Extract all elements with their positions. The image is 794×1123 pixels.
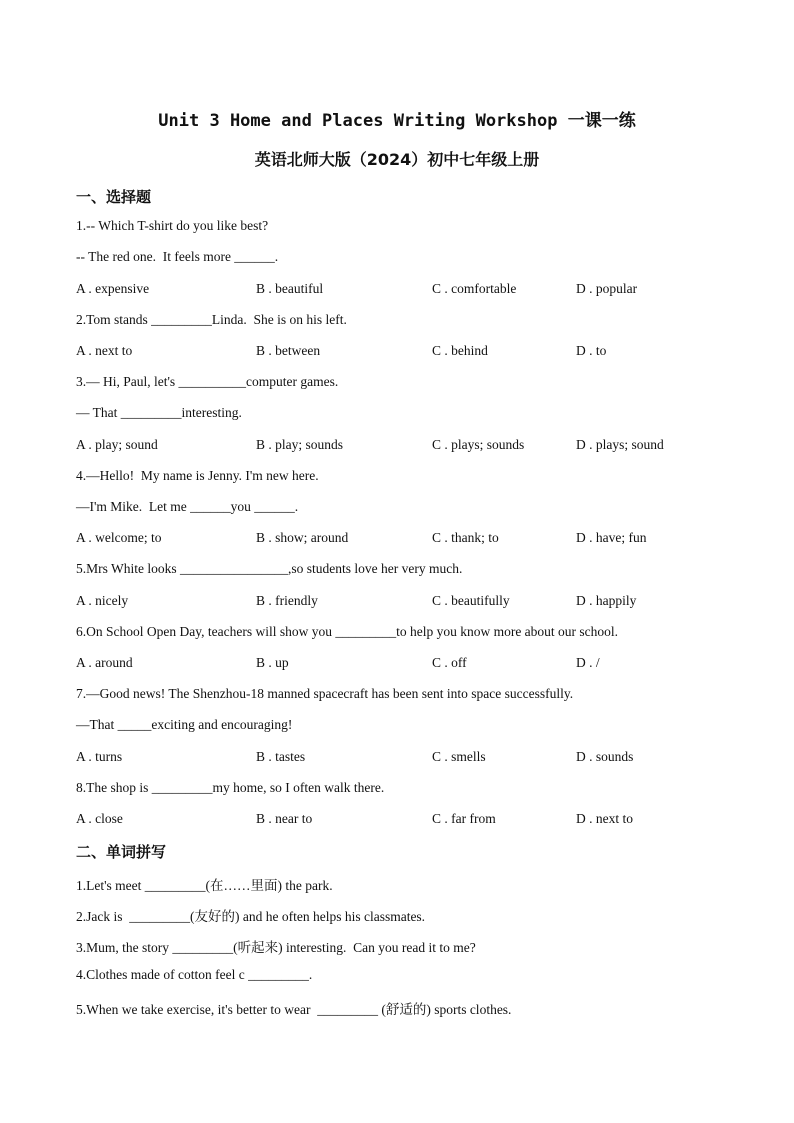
question-1-option-a: A . expensive — [76, 281, 150, 296]
question-2-option-b: B . between — [256, 343, 321, 358]
question-5-line-1: 5.Mrs White looks ________________,so students love her very much. — [76, 561, 463, 576]
question-7-line-1: 7.—Good news! The Shenzhou-18 manned spacecraft has been sent into space successfully. — [76, 686, 574, 701]
question-4-line-2: —I'm Mike. Let me ______you ______. — [76, 499, 299, 514]
question-4-option-a: A . welcome; to — [76, 530, 162, 545]
spelling-item-4: 4.Clothes made of cotton feel c _________. — [76, 967, 313, 982]
document-subtitle: 英语北师大版（2024）初中七年级上册 — [254, 150, 540, 169]
question-5-option-d: D . happily — [576, 593, 637, 608]
question-3-option-d: D . plays; sound — [576, 437, 664, 452]
question-2-line-1: 2.Tom stands _________Linda. She is on his left. — [76, 312, 347, 327]
question-8-option-c: C . far from — [432, 811, 496, 826]
question-2-option-d: D . to — [576, 343, 607, 358]
question-3-option-a: A . play; sound — [76, 437, 158, 452]
question-5-option-b: B . friendly — [256, 593, 318, 608]
document-title: Unit 3 Home and Places Writing Workshop 一课一练 — [158, 111, 636, 131]
question-2-option-c: C . behind — [432, 343, 488, 358]
question-6-option-d: D . / — [576, 655, 600, 670]
question-6-option-b: B . up — [256, 655, 289, 670]
question-7-option-d: D . sounds — [576, 749, 634, 764]
question-1-line-2: -- The red one. It feels more ______. — [76, 249, 279, 264]
question-3-line-1: 3.— Hi, Paul, let's __________computer games. — [76, 374, 339, 389]
question-3-option-b: B . play; sounds — [256, 437, 344, 452]
question-6-line-1: 6.On School Open Day, teachers will show you _________to help you know more about our school. — [76, 624, 619, 639]
question-7-line-2: —That _____exciting and encouraging! — [76, 717, 293, 732]
question-7-option-b: B . tastes — [256, 749, 306, 764]
spelling-item-1: 1.Let's meet _________(在……里面) the park. — [76, 878, 333, 893]
question-6-option-a: A . around — [76, 655, 133, 670]
question-7-option-a: A . turns — [76, 749, 123, 764]
question-3-option-c: C . plays; sounds — [432, 437, 525, 452]
spelling-item-3: 3.Mum, the story _________(听起来) interesting. Can you read it to me? — [76, 940, 476, 955]
question-4-option-d: D . have; fun — [576, 530, 647, 545]
question-2-option-a: A . next to — [76, 343, 133, 358]
question-5-option-c: C . beautifully — [432, 593, 510, 608]
question-5-option-a: A . nicely — [76, 593, 129, 608]
question-4-option-c: C . thank; to — [432, 530, 499, 545]
question-8-option-b: B . near to — [256, 811, 313, 826]
question-3-line-2: — That _________interesting. — [76, 405, 242, 420]
spelling-item-5: 5.When we take exercise, it's better to wear _________ (舒适的) sports clothes. — [76, 1002, 512, 1017]
section-heading-word-spelling: 二、单词拼写 — [76, 843, 167, 861]
question-6-option-c: C . off — [432, 655, 467, 670]
question-8-option-a: A . close — [76, 811, 123, 826]
question-4-line-1: 4.—Hello! My name is Jenny. I'm new here. — [76, 468, 319, 483]
question-4-option-b: B . show; around — [256, 530, 349, 545]
question-7-option-c: C . smells — [432, 749, 486, 764]
question-1-option-d: D . popular — [576, 281, 638, 296]
section-heading-multiple-choice: 一、选择题 — [76, 188, 152, 206]
question-8-line-1: 8.The shop is _________my home, so I often walk there. — [76, 780, 385, 795]
question-1-option-c: C . comfortable — [432, 281, 517, 296]
question-1-option-b: B . beautiful — [256, 281, 324, 296]
spelling-item-2: 2.Jack is _________(友好的) and he often helps his classmates. — [76, 909, 426, 924]
question-1-line-1: 1.-- Which T-shirt do you like best? — [76, 218, 269, 233]
question-8-option-d: D . next to — [576, 811, 633, 826]
